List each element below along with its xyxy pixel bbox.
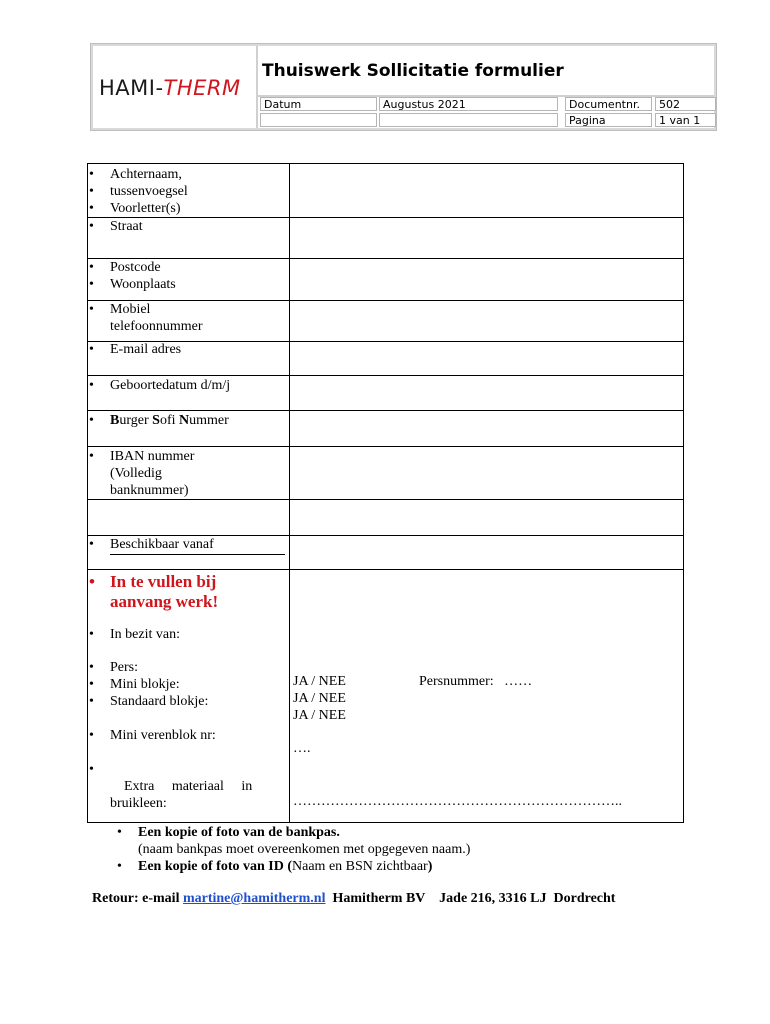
label-in-bezit: • In bezit van: [110,626,180,643]
document-header [90,43,717,131]
label-mini-blokje: • Mini blokje: [110,676,180,693]
label-woonplaats: • Woonplaats [110,276,176,293]
documentnr-label: Documentnr. [565,97,652,111]
page-title: Thuiswerk Sollicitatie formulier [262,61,564,81]
email-link[interactable]: martine@hamitherm.nl [182,891,326,906]
label-tussenvoegsel: • tussenvoegsel [110,183,188,200]
notice-in-te-vullen: • In te vullen bij aanvang werk! [110,572,285,612]
pagina-value: 1 van 1 [655,113,716,127]
label-standaard-blokje: • Standaard blokje: [110,693,208,710]
extra-materiaal-field: …………………………………………………………….. [293,794,622,809]
label-geboortedatum: • Geboortedatum d/m/j [110,377,230,394]
label-extra-materiaal: • Extra materiaal in bruikleen: [110,761,252,829]
label-email: • E-mail adres [110,341,181,358]
label-mini-verenblok: • Mini verenblok nr: [110,727,216,744]
logo-cell [93,46,258,128]
ja-nee-pers: JA / NEE [293,674,346,689]
empty-meta-cell [260,113,377,127]
ja-nee-standaard-blokje: JA / NEE [293,708,346,723]
label-postcode: • Postcode [110,259,161,276]
datum-value: Augustus 2021 [379,97,558,111]
label-beschikbaar: • Beschikbaar vanaf [110,536,214,553]
label-iban: • IBAN nummer (Volledig banknummer) [110,448,194,499]
company-logo: HAMI-THERM [99,76,241,100]
label-pers: • Pers: [110,659,138,676]
documentnr-value: 502 [655,97,716,111]
persnummer: Persnummer: …… [419,674,533,689]
pagina-label: Pagina [565,113,652,127]
ja-nee-mini-blokje: JA / NEE [293,691,346,706]
verenblok-nr-field: …. [293,741,311,756]
label-voorletters: • Voorletter(s) [110,200,181,217]
empty-meta-cell [379,113,558,127]
note-kopie-bankpas: • Een kopie of foto van de bankpas. [138,824,340,841]
application-form [87,163,684,823]
label-mobiel: • Mobiel telefoonnummer [110,301,203,335]
label-bsn: • Burger Sofi Nummer [110,412,229,429]
label-straat: • Straat [110,218,143,235]
note-kopie-id: • Een kopie of foto van ID (Naam en BSN zichtbaar) [138,858,432,875]
datum-label: Datum [260,97,377,111]
label-achternaam: • Achternaam, [110,166,182,183]
note-bankpas-detail: (naam bankpas moet overeenkomen met opgegeven naam.) [138,842,471,857]
return-address: Retour: e-mail martine@hamitherm.nl Hamitherm BV Jade 216, 3316 LJ Dordrecht [92,891,616,906]
